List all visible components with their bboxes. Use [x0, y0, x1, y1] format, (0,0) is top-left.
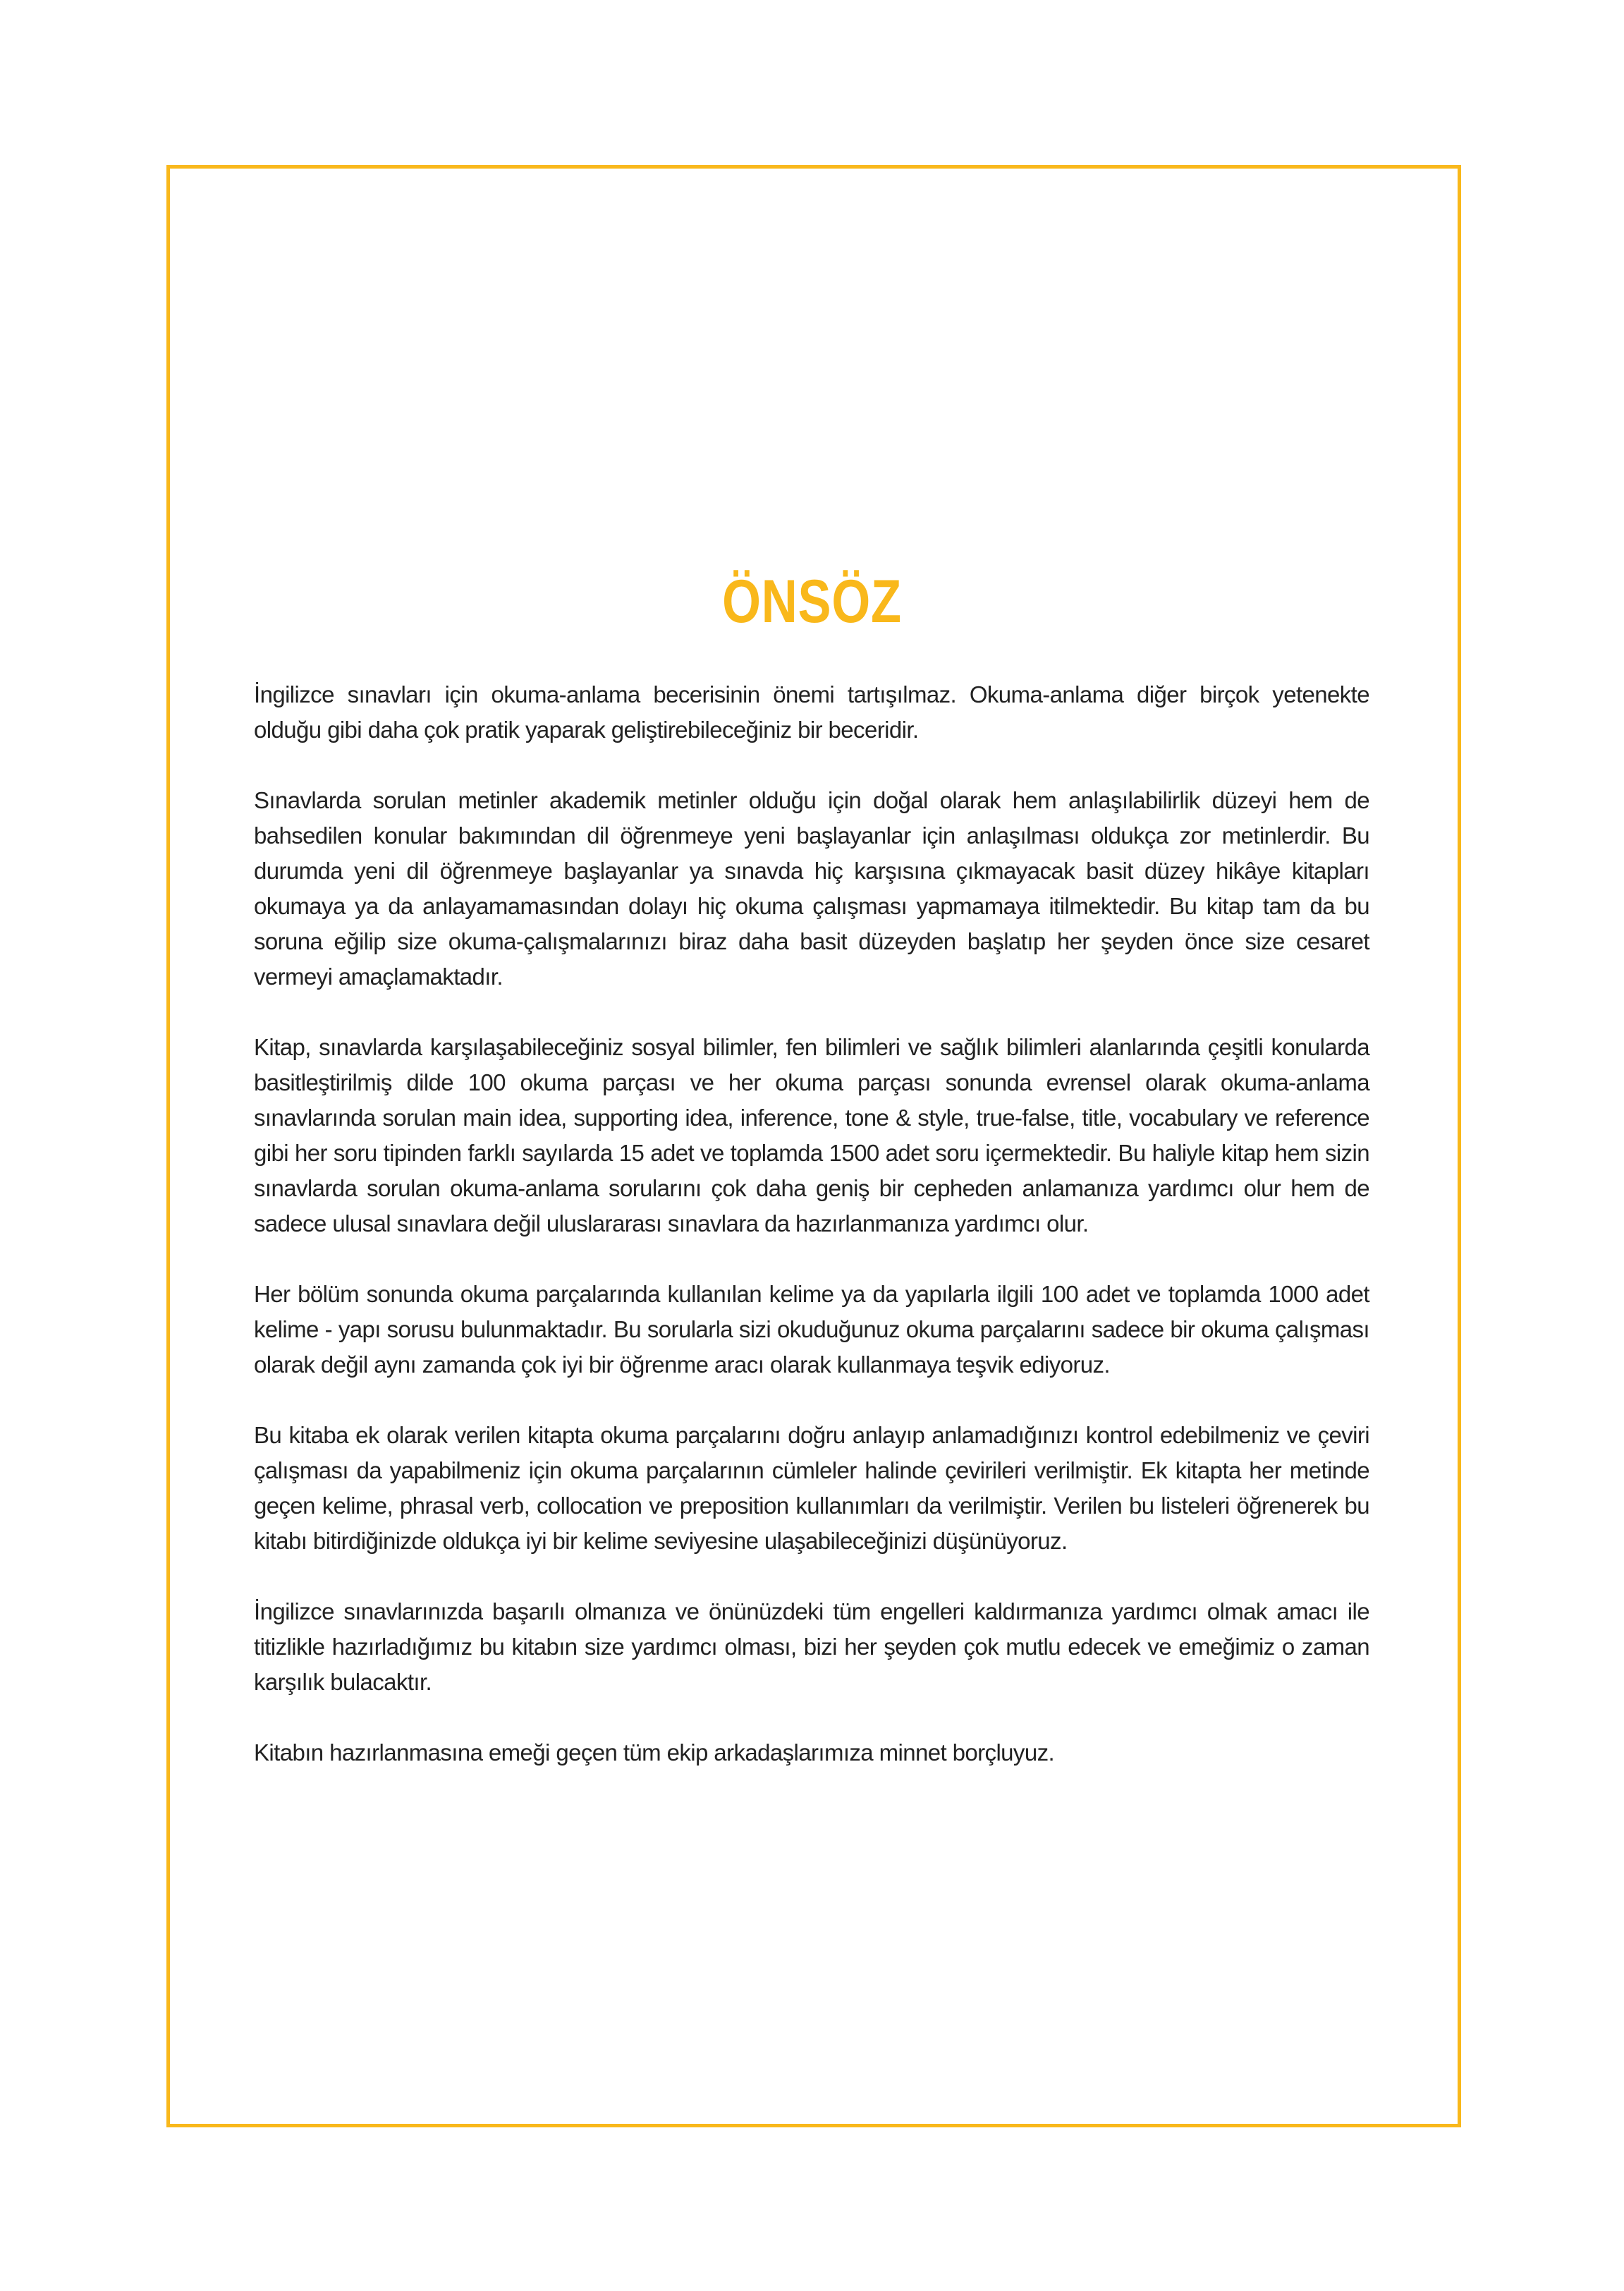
- paragraph-6: İngilizce sınavlarınızda başarılı olmanıza ve önünüzdeki tüm engelleri kaldırmanıza yardımcı olmak amacı ile titizlikle hazırladığımız bu kitabın size yardımcı olması, bizi her şeyden çok mutlu edecek ve emeğimiz o zaman karşılık bulacaktır.: [254, 1598, 1369, 1695]
- paragraph-4: Her bölüm sonunda okuma parçalarında kullanılan kelime ya da yapılarla ilgili 100 adet ve toplamda 1000 adet kelime - yapı sorusu bulunmaktadır. Bu sorularla sizi okuduğunuz okuma parçalarını sadece bir okuma çalışması olarak değil aynı zamanda çok iyi bir öğrenme aracı olarak kullanmaya teşvik ediyoruz.: [254, 1281, 1369, 1378]
- paragraph-3: Kitap, sınavlarda karşılaşabileceğiniz sosyal bilimler, fen bilimleri ve sağlık bilimleri alanlarında çeşitli konularda basitleştirilmiş dilde 100 okuma parçası ve her okuma parçası sonunda evrensel olarak okuma-anlama sınavlarında sorulan main idea, supporting idea, inference, tone & style, true-false, title, vocabulary ve reference gibi her soru tipinden farklı sayılarda 15 adet ve toplamda 1500 adet soru içermektedir. Bu haliyle kitap hem sizin sınavlarda sorulan okuma-anlama sorularını çok daha geniş bir cepheden anlamanıza yardımcı olur hem de sadece ulusal sınavlara değil uluslararası sınavlara da hazırlanmanıza yardımcı olur.: [254, 1034, 1369, 1236]
- paragraph-5: Bu kitaba ek olarak verilen kitapta okuma parçalarını doğru anlayıp anlamadığınızı kontrol edebilmeniz ve çeviri çalışması da yapabilmeniz için okuma parçalarının cümleler halinde çevirileri verilmiştir. Ek kitapta her metinde geçen kelime, phrasal verb, collocation ve preposition kullanımları da verilmiştir. Verilen bu listeleri öğrenerek bu kitabı bitirdiğinizde oldukça iyi bir kelime seviyesine ulaşabileceğinizi düşünüyoruz.: [254, 1422, 1369, 1554]
- preface-body: [254, 677, 1369, 1806]
- paragraph-2: Sınavlarda sorulan metinler akademik metinler olduğu için doğal olarak hem anlaşılabilirlik düzeyi hem de bahsedilen konular bakımından dil öğrenmeye yeni başlayanlar için anlaşılması oldukça zor metinlerdir. Bu durumda yeni dil öğrenmeye başlayanlar ya sınavda hiç karşısına çıkmayacak basit düzey hikâye kitapları okumaya ya da anlayamamasından dolayı hiç okuma çalışması yapmamaya itilmektedir. Bu kitap tam da bu soruna eğilip size okuma-çalışmalarınızı biraz daha basit düzeyden başlatıp her şeyden önce size cesaret vermeyi amaçlamaktadır.: [254, 787, 1369, 990]
- paragraph-1: İngilizce sınavları için okuma-anlama becerisinin önemi tartışılmaz. Okuma-anlama diğer birçok yetenekte olduğu gibi daha çok pratik yaparak geliştirebileceğiniz bir beceridir.: [254, 681, 1369, 743]
- paragraph-7: Kitabın hazırlanmasına emeği geçen tüm ekip arkadaşlarımıza minnet borçluyuz.: [254, 1739, 1055, 1766]
- page-title: ÖNSÖZ: [722, 567, 902, 636]
